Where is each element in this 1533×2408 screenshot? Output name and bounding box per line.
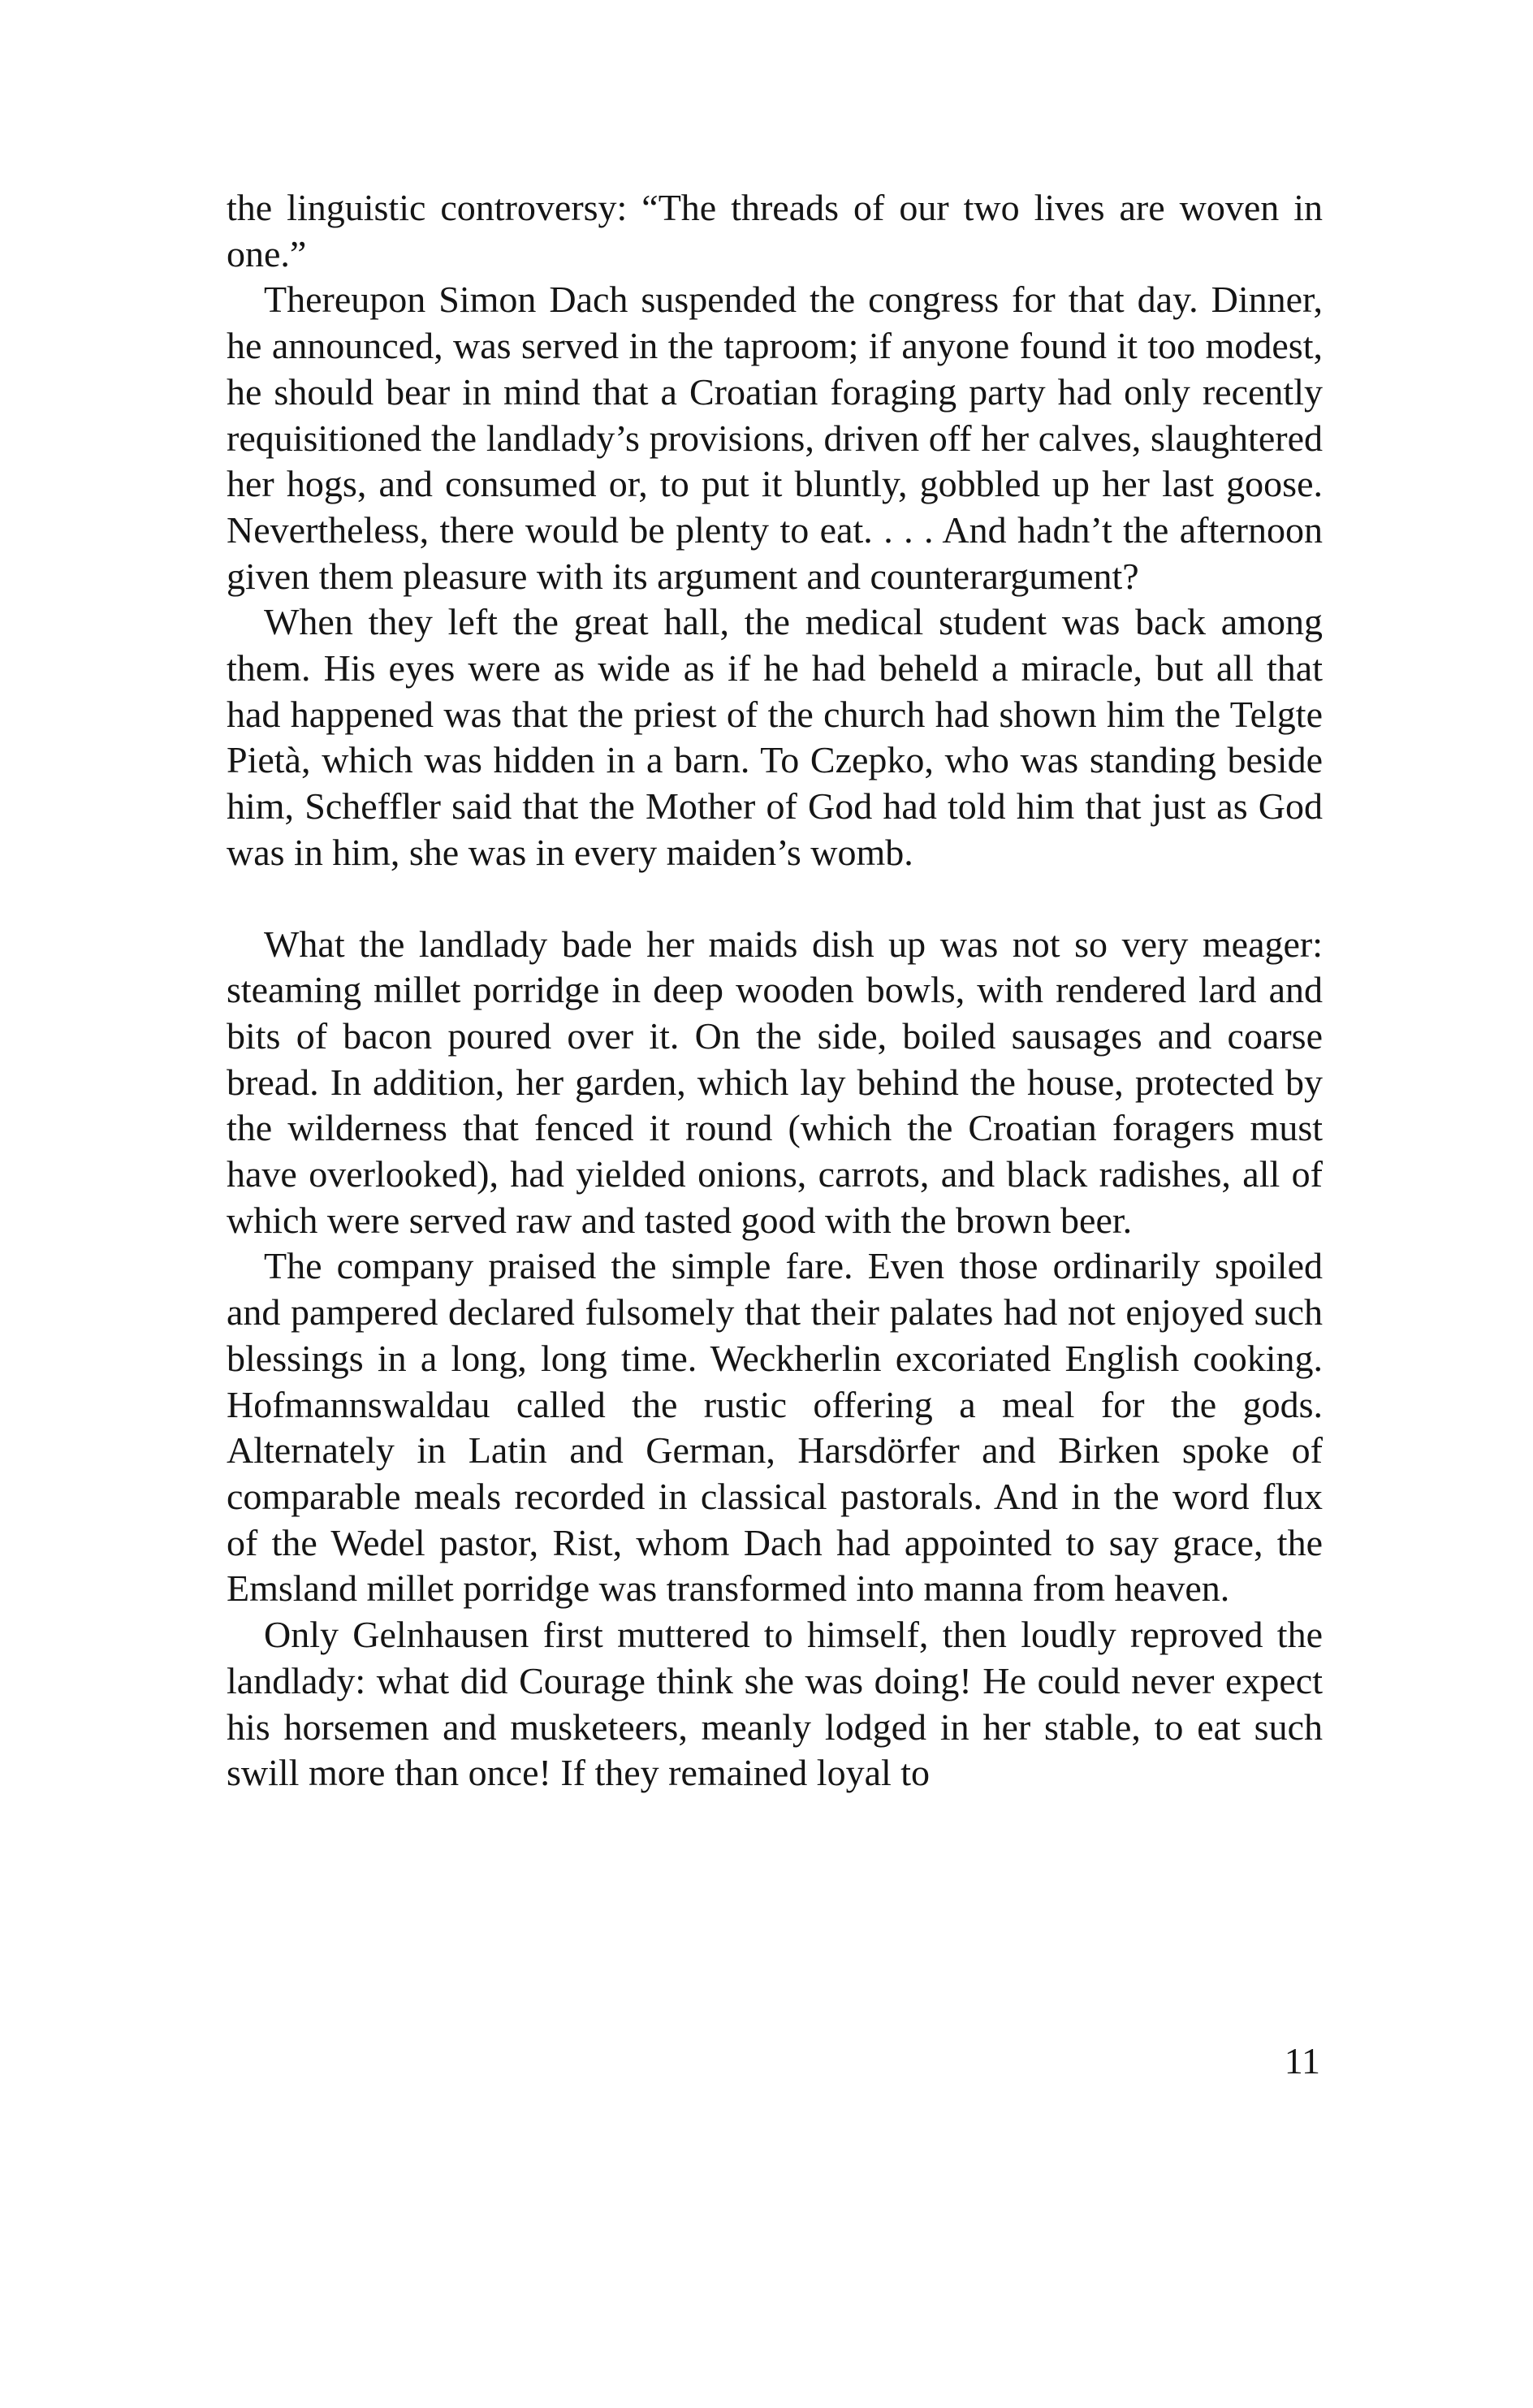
page-number: 11	[1284, 2040, 1320, 2082]
paragraph-continuation: the linguistic controversy: “The threads of our two lives are woven in one.”	[227, 187, 1323, 275]
body-text	[227, 185, 1323, 1796]
paragraph-dach-suspends: Thereupon Simon Dach suspended the congress for that day. Dinner, he announced, was served in the taproom; if anyone found it too modest, he should bear in mind that a Croatian foraging party had only recently requisitioned the landlady’s provisions, driven off her calves, slaughtered her hogs, and consumed or, to put it bluntly, gobbled up her last goose. Nevertheless, there would be plenty to eat. . . . And hadn’t the afternoon given them pleasure with its argument and counterargument?	[227, 279, 1323, 597]
paragraph-medical-student: When they left the great hall, the medical student was back among them. His eyes were as wide as if he had beheld a miracle, but all that had happened was that the priest of the church had shown him the Telgte Pietà, which was hidden in a barn. To Czepko, who was standing beside him, Scheffler said that the Mother of God had told him that just as God was in him, she was in every maiden’s womb.	[227, 601, 1323, 873]
paragraph-company-praise: The company praised the simple fare. Even those ordinarily spoiled and pampered declared fulsomely that their palates had not enjoyed such blessings in a long, long time. Weckherlin excoriated English cooking. Hofmannswaldau called the rustic offering a meal for the gods. Alternately in Latin and German, Harsdörfer and Birken spoke of comparable meals recorded in classical pastorals. And in the word flux of the Wedel pastor, Rist, whom Dach had appointed to say grace, the Emsland millet porridge was transformed into manna from heaven.	[227, 1245, 1323, 1610]
paragraph-landlady-meal: What the landlady bade her maids dish up was not so very meager: steaming millet porridge in deep wooden bowls, with rendered lard and bits of bacon poured over it. On the side, boiled sausages and coarse bread. In addition, her garden, which lay behind the house, protected by the wilderness that fenced it round (which the Croatian foragers must have overlooked), had yielded onions, carrots, and black radishes, all of which were served raw and tasted good with the brown beer.	[227, 923, 1323, 1241]
paragraph-gelnhausen: Only Gelnhausen first muttered to himself, then loudly reproved the landlady: what did Courage think she was doing! He could never expect his horsemen and musketeers, meanly lodged in her stable, to eat such swill more than once! If they remained loyal to	[227, 1614, 1323, 1794]
